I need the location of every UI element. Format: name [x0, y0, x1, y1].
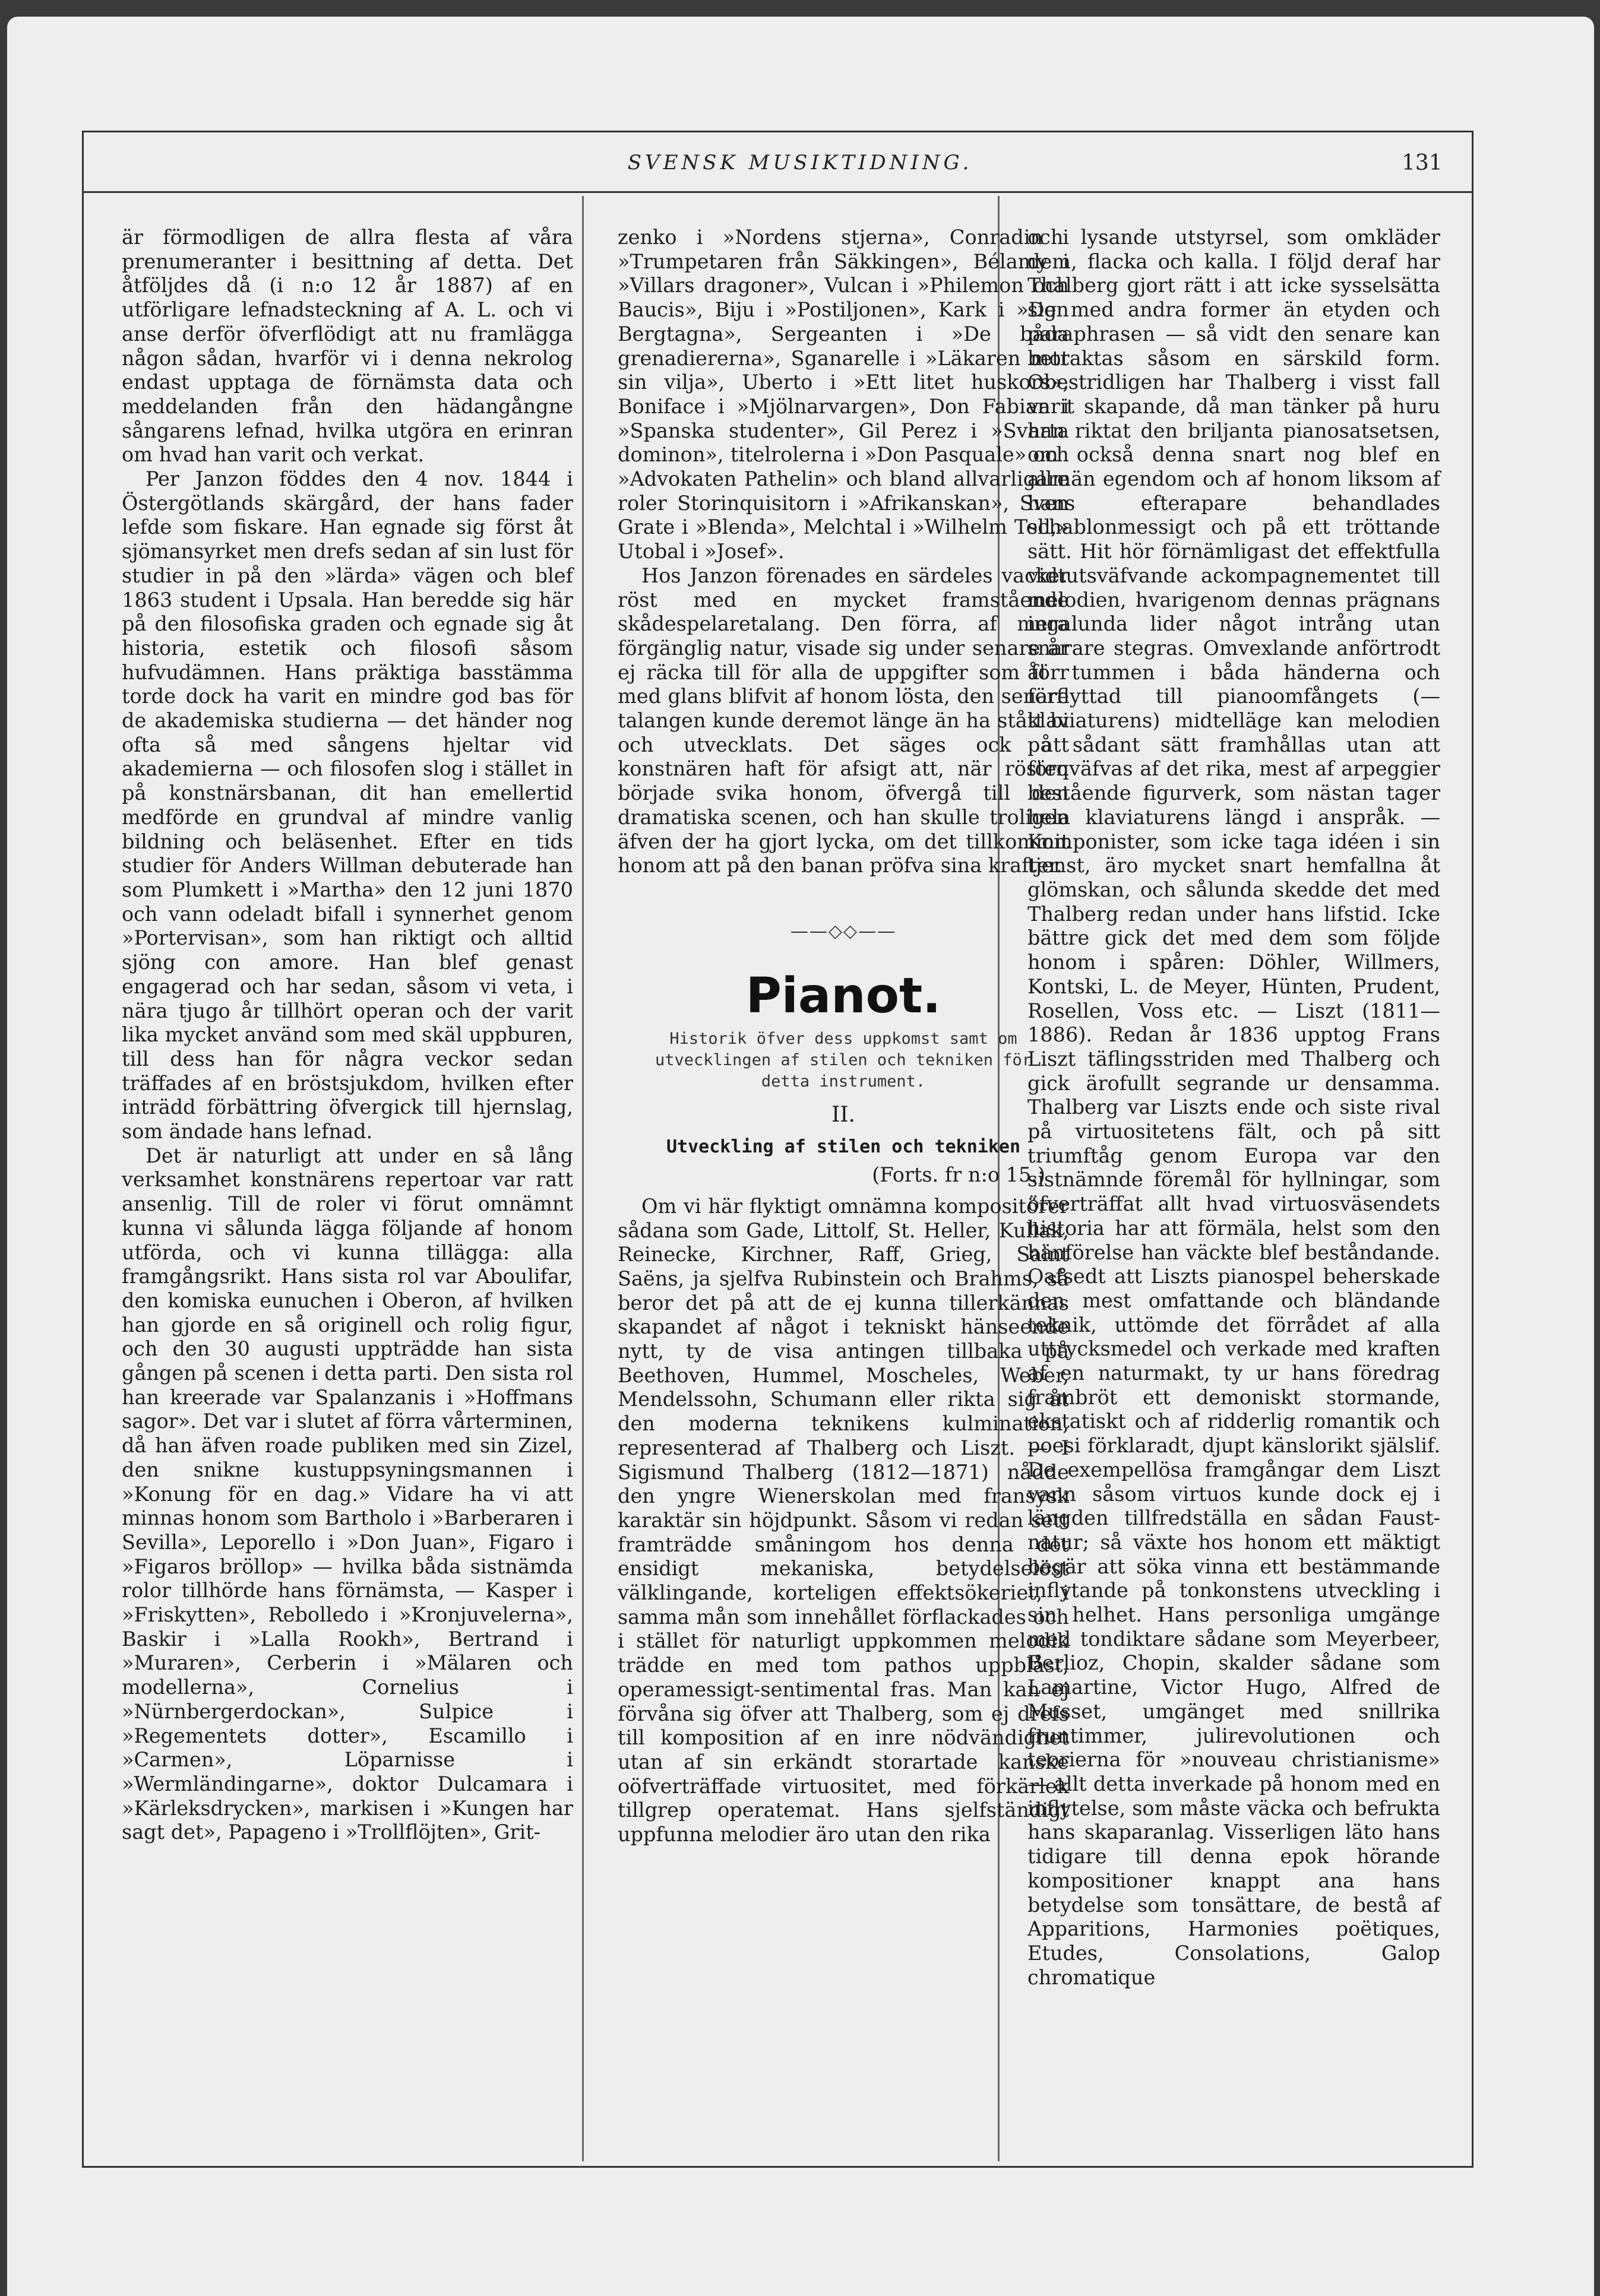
column-right — [1027, 226, 1440, 1990]
paragraph: Per Janzon föddes den 4 nov. 1844 i Östergötlands skärgård, der hans fader lefde som fiskare. Han egnade sig först åt sjömansyrket men drefs sedan af sin lust för studier in på den »lärda» vägen och blef 1863 student i Upsala. Han beredde sig här på den filosofiska graden och egnade sig åt historia, estetik och filosofi såsom hufvudämnen. Hans präktiga basstämma torde dock ha varit en mindre god bas för de akademiska studierna — det händer nog ofta så med sångens hjeltar vid akademierna — och filosofen slog i stället in på konstnärsbanan, dit han emellertid medförde en grundval af mindre vanlig bildning och beläsenhet. Efter en tids studier för Anders Willman debuterade han som Plumkett i »Martha» den 12 juni 1870 och vann odeladt bifall i synnerhet genom »Portervisan», som han riktigt och alltid sjöng con amore. Han blef genast engagerad och har sedan, såsom vi veta, i nära tjugo år tillhört operan och der varit lika mycket använd som med skäl uppburen, till dess han för några veckor sedan träffades af en bröstsjukdom, hvilken efter inträdd förbättring öfvergick till hjernslag, som ändade hans lefnad. — [122, 467, 573, 1144]
continuation-note: (Forts. fr n:o 15.) — [872, 1163, 1045, 1187]
running-title: SVENSK MUSIKTIDNING. — [627, 151, 973, 175]
column-divider-1 — [582, 196, 584, 2161]
part-number: II. — [831, 1102, 855, 1127]
paragraph: Om vi här flyktigt omnämna kompositörer sådana som Gade, Littolf, St. Heller, Kullak, Reinecke, Kirchner, Raff, Grieg, Saint Saëns, ja sjelfva Rubinstein och Brahms, så beror det på att de ej kunna tillerkännas skapandet af något i tekniskt hänseende nytt, ty de visa antingen tillbaka på Beethoven, Hummel, Moscheles, Weber, Mendelssohn, Schumann eller rikta sig åt den moderna teknikens kulmination, representerad af Thalberg och Liszt. — I Sigismund Thalberg (1812—1871) nådde den yngre Wienerskolan med fransysk karaktär sin höjdpunkt. Såsom vi redan sett framträdde småningom hos denna det ensidigt mekaniska, betydelselöst välklingande, korteligen effektsökeriet, i samma mån som innehållet förflackades och i stället för naturligt uppkommen melodik trädde en med tom pathos uppblåst, operamessigt-sentimental fras. Man kan ej förvåna sig öfver att Thalberg, som ej drefs till komposition af en inre nödvändighet utan af sin erkändt storartade kanske oöfverträffade virtuositet, med förkärlek tillgrep operatemat. Hans sjelfständigt uppfunna melodier äro utan den rika — [618, 1194, 1069, 1847]
section-heading: Utveckling af stilen och tekniken — [666, 1136, 1021, 1158]
page-frame-right — [1472, 131, 1473, 2167]
column-left — [122, 226, 573, 1845]
paragraph: zenko i »Nordens stjerna», Conradin i »Trumpetaren från Säkkingen», Bélamy i »Villars dragoner», Vulcan i »Philemon och Baucis», Biju i »Postiljonen», Kark i »Den Bergtagna», Sergeanten i »De båda grenadiererna», Sganarelle i »Läkaren mot sin vilja», Uberto i »Ett litet huskors», Boniface i »Mjölnarvargen», Don Fabian i »Spanska studenter», Gil Perez i »Svarta dominon», titelrolerna i »Don Pasquale» och »Advokaten Pathelin» och bland allvarligare roler Storinquisitorn i »Afrikanskan», Sven Grate i »Blenda», Melchtal i »Wilhelm Tell,» Utobal i »Josef». — [618, 226, 1069, 563]
header-rule — [82, 191, 1473, 193]
paragraph: Det är naturligt att under en så lång verksamhet konstnärens repertoar var ratt ansenlig. Till de roler vi förut omnämnt kunna vi sålunda lägga följande af honom utförda, och vi kunna tillägga: alla framgångsrikt. Hans sista rol var Aboulifar, den komiska eunuchen i Oberon, af hvilken han gjorde en så originell och rolig figur, och den 30 augusti uppträdde han sista gången på scenen i detta parti. Den sista rol han kreerade var Spalanzanis i »Hoffmans sagor». Det var i slutet af förra vårterminen, då han äfven roade publiken med sin Zizel, den snikne kustuppsyningsmannen i »Konung för en dag.» Vidare ha vi att minnas honom som Bartholo i »Barberaren i Sevilla», Leporello i »Don Juan», Figaro i »Figaros bröllop» — hvilka båda sistnämda rolor tillhörde hans förnämsta, — Kasper i »Friskytten», Rebolledo i »Kronjuvelerna», Baskir i »Lalla Rookh», Bertrand i »Muraren», Cerberin i »Mälaren och modellerna», Cornelius i »Nürnbergerdockan», Sulpice i »Regementets dotter», Escamillo i »Carmen», Löparnisse i »Wermländingarne», doktor Dulcamara i »Kärleksdrycken», markisen i »Kungen har sagt det», Papageno i »Trollflöjten», Grit- — [122, 1144, 573, 1844]
article-title: Pianot. — [745, 967, 941, 1024]
page-frame-bottom — [82, 2166, 1473, 2168]
column-middle — [618, 226, 1069, 1847]
paragraph: och lysande utstyrsel, som omkläder dem, flacka och kalla. I följd deraf har Thalberg gjort rätt i att icke sysselsätta sig med andra former än etyden och paraphrasen — så vidt den senare kan betraktas såsom en särskild form. Obestridligen har Thalberg i visst fall varit skapande, då man tänker på huru han riktat den briljanta pianosatsetsen, om också denna snart nog blef en allmän egendom och af honom liksom af hans efterapare behandlades schablonmessigt och på ett tröttande sätt. Hit hör förnämligast det effektfulla vidtutsväfvande ackompagnementet till melodien, hvarigenom dennas prägnans ingalunda lider något intrång utan snarare stegras. Omvexlande anförtrodt åt tummen i båda händerna och förflyttad till pianoomfångets (— klaviaturens) midtelläge kan melodien på sådant sätt framhållas utan att förqväfvas af det rika, mest af arpeggier bestående figurverk, som nästan tager hela klaviaturens längd i anspråk. — Komponister, som icke taga idéen i sin tjenst, äro mycket snart hemfallna åt glömskan, och sålunda skedde det med Thalberg redan under hans lifstid. Icke bättre gick det med dem som följde honom i spåren: Döhler, Willmers, Kontski, L. de Meyer, Hünten, Prudent, Rosellen, Voss etc. — Liszt (1811—1886). Redan år 1836 upptog Frans Liszt täflingsstriden med Thalberg och gick ärofullt segrande ur densamma. Thalberg var Liszts ende och siste rival på virtuositetens fält, och på sitt triumftåg genom Europa var den sistnämnde föremål för hyllningar, som öfverträffat allt hvad virtuosväsendets historia har att förmäla, helst som den hänförelse han väckte blef beståndande. Oafsedt att Liszts pianospel beherskade den mest omfattande och bländande teknik, uttömde det förrådet af alla uttrycksmedel och verkade med kraften af en naturmakt, ty ur hans föredrag frambröt ett demoniskt stormande, ekstatiskt och af ridderlig romantik och poesi förklaradt, djupt känslorikt själslif. De exempellösa framgångar dem Liszt vann såsom virtuos kunde dock ej i längden tillfredställa en sådan Faust-natur; så växte hos honom ett mäktigt begär att söka vinna ett bestämmande inflytande på tonkonstens utveckling i sin helhet. Hans personliga umgänge med tondiktare sådane som Meyerbeer, Berlioz, Chopin, skalder sådane som Lamartine, Victor Hugo, Alfred de Musset, umgänget med snillrika fruntimmer, julirevolutionen och teorierna för »nouveau christianisme» — allt detta inverkade på honom med en inflytelse, som måste väcka och befrukta hans skaparanlag. Visserligen läto hans tidigare till denna epok hörande kompositioner knappt ana hans betydelse som tonsättare, de bestå af Apparitions, Harmonies poëtiques, Etudes, Consolations, Galop chromatique — [1027, 226, 1440, 1989]
article-subtitle: Historik öfver dess uppkomst samt om utvecklingen af stilen och tekniken för detta instrument. — [655, 1029, 1032, 1091]
page-number: 131 — [1402, 151, 1443, 175]
page-frame-top — [82, 131, 1473, 132]
page-frame-left — [82, 131, 84, 2167]
paragraph: är förmodligen de allra flesta af våra prenumeranter i besittning af detta. Det åtföljdes då (i n:o 12 år 1887) af en utförligare lefnadsteckning af A. L. och vi anse derför öfverflödigt att nu framlägga någon sådan, hvarför vi i denna nekrolog endast upptaga de förnämsta data och meddelanden från den hädangångne sångarens lefnad, hvilka utgöra en erinran om hvad han varit och verkat. — [122, 226, 573, 467]
paragraph: Hos Janzon förenades en särdeles vacker röst med en mycket framstående skådespelaretalang. Den förra, af mera förgänglig natur, visade sig under senare år ej räcka till för alla de uppgifter som förr med glans blifvit af honom lösta, den senare talangen kunde deremot länge än ha stått bi och utvecklats. Det säges ock att konstnären haft för afsigt att, när rösten började svika honom, öfvergå till den dramatiska scenen, och han skulle troligen äfven der ha gjort lycka, om det tillkommit honom att på den banan pröfva sina krafter. — [618, 563, 1069, 878]
section-ornament: ——◇◇—— — [790, 920, 897, 942]
